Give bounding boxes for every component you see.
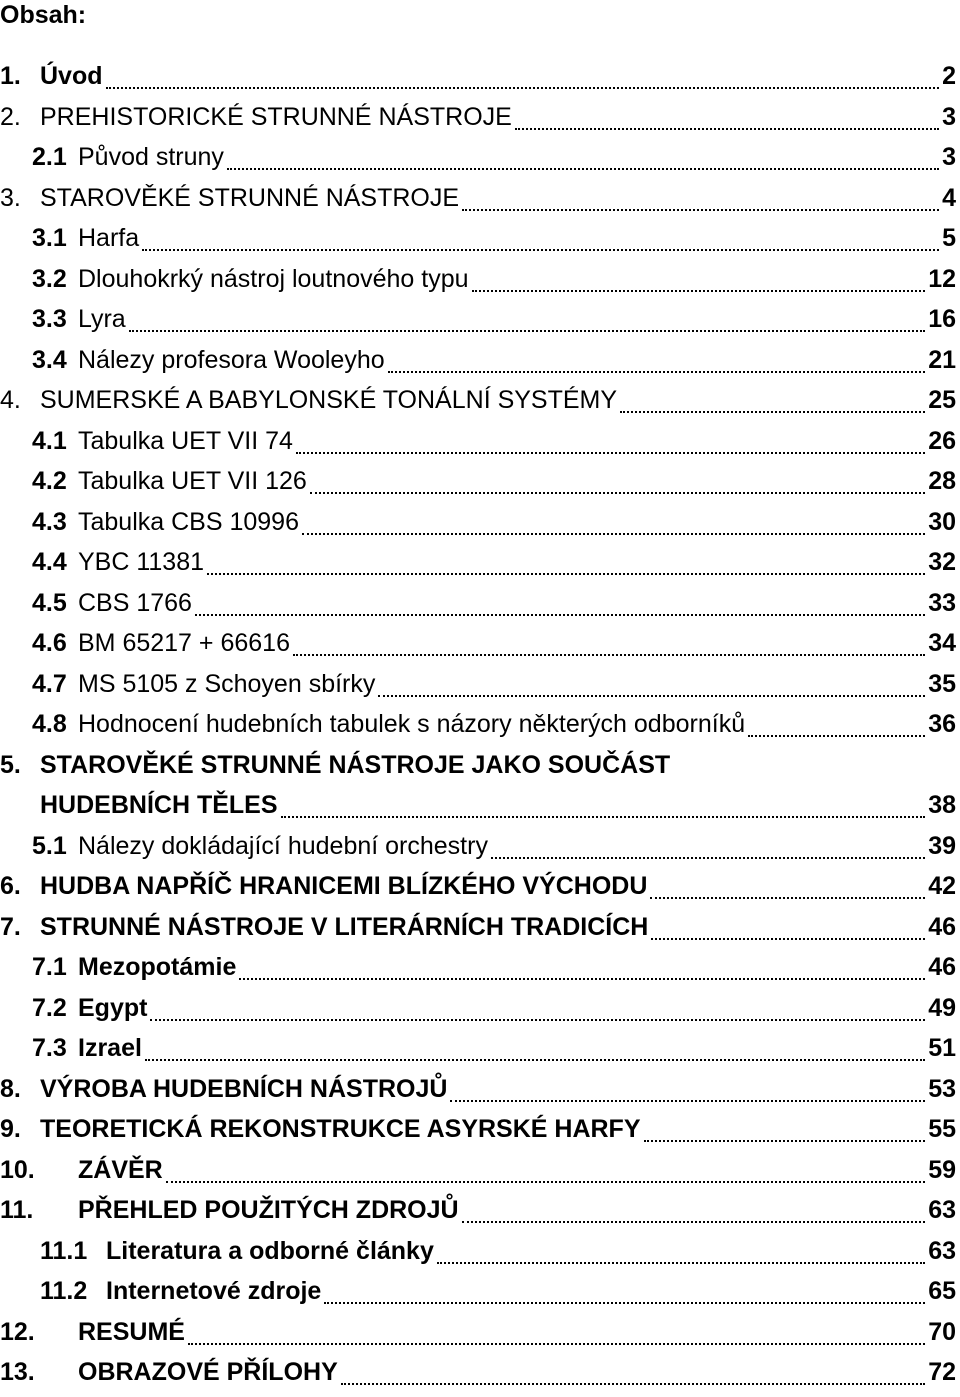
toc-entry-number: 13. <box>0 1358 35 1386</box>
dot-leader <box>145 1059 925 1061</box>
toc-entry[interactable] <box>0 911 956 952</box>
toc-entry-page: 30 <box>928 507 956 536</box>
dot-leader <box>644 1140 926 1142</box>
page-title: Obsah: <box>0 1 87 29</box>
toc-entry[interactable] <box>0 1113 956 1154</box>
toc-entry-title: HUDBA NAPŘÍČ HRANICEMI BLÍZKÉHO VÝCHODU <box>40 872 648 900</box>
toc-entry-page: 28 <box>928 467 956 495</box>
toc-entry-number: 11.1 <box>40 1236 88 1265</box>
toc-entry[interactable] <box>0 506 956 547</box>
toc-entry-page: 53 <box>928 1074 956 1103</box>
toc-entry-number: 4.1 <box>32 426 67 455</box>
dot-leader <box>462 1221 926 1223</box>
toc-entry-number: 4.3 <box>32 507 67 536</box>
toc-entry-title: Nálezy dokládající hudební orchestry <box>78 831 488 860</box>
toc-entry[interactable] <box>0 1073 956 1114</box>
toc-entry[interactable] <box>0 749 956 790</box>
toc-entry-title: Původ struny <box>78 143 224 171</box>
dot-leader <box>450 1100 925 1102</box>
toc-entry-continuation[interactable] <box>0 789 956 830</box>
toc-entry-number: 3.3 <box>32 305 67 333</box>
dot-leader <box>378 695 925 697</box>
toc-entry-page: 63 <box>928 1236 956 1265</box>
toc-entry-page: 42 <box>928 872 956 900</box>
toc-entry-page: 46 <box>928 912 956 941</box>
toc-entry-page: 39 <box>928 831 956 860</box>
toc-entry-title: PŘEHLED POUŽITÝCH ZDROJŮ <box>78 1196 459 1224</box>
toc-entry-page: 5 <box>942 224 956 252</box>
toc-entry-page: 4 <box>942 183 956 212</box>
toc-entry[interactable] <box>0 951 956 992</box>
toc-entry-title: Mezopotámie <box>78 953 237 981</box>
dot-leader <box>324 1302 925 1304</box>
dot-leader <box>166 1181 925 1183</box>
toc-entry[interactable] <box>0 1235 956 1276</box>
toc-entry-page: 63 <box>928 1196 956 1224</box>
dot-leader <box>129 330 925 332</box>
dot-leader <box>281 816 926 818</box>
dot-leader <box>207 573 925 575</box>
toc-entry-page: 59 <box>928 1155 956 1184</box>
toc-entry-title: Lyra <box>78 305 126 333</box>
toc-entry[interactable] <box>0 708 956 749</box>
toc-entry-title: PREHISTORICKÉ STRUNNÉ NÁSTROJE <box>40 102 512 131</box>
dot-leader <box>293 654 925 656</box>
toc-entry[interactable] <box>0 425 956 466</box>
dot-leader <box>302 533 925 535</box>
dot-leader <box>296 452 925 454</box>
toc-entry[interactable] <box>0 1275 956 1316</box>
toc-entry-page: 34 <box>928 629 956 657</box>
toc-entry-page: 3 <box>942 102 956 131</box>
toc-entry-number: 2. <box>0 102 21 131</box>
toc-entry[interactable] <box>0 182 956 223</box>
toc-entry[interactable] <box>0 1356 956 1397</box>
toc-entry-number: 5. <box>0 750 21 779</box>
toc-entry-page: 55 <box>928 1115 956 1143</box>
toc-entry[interactable] <box>0 1194 956 1235</box>
toc-entry-page: 72 <box>928 1358 956 1386</box>
toc-entry[interactable] <box>0 384 956 425</box>
toc-entry-page: 25 <box>928 386 956 414</box>
toc-entry[interactable] <box>0 344 956 385</box>
toc-entry-page: 33 <box>928 588 956 617</box>
dot-leader <box>195 614 925 616</box>
toc-entry-title: ZÁVĚR <box>78 1155 163 1184</box>
dot-leader <box>188 1343 925 1345</box>
toc-entry-title: RESUMÉ <box>78 1317 185 1346</box>
toc-entry-number: 5.1 <box>32 831 67 860</box>
toc-entry-page: 49 <box>928 993 956 1022</box>
toc-entry-title: OBRAZOVÉ PŘÍLOHY <box>78 1358 338 1386</box>
toc-entry-number: 11.2 <box>40 1277 88 1305</box>
toc-entry-page: 46 <box>928 953 956 981</box>
toc-entry[interactable] <box>0 60 956 101</box>
toc-entry-page: 16 <box>928 305 956 333</box>
dot-leader <box>227 168 939 170</box>
toc-entry[interactable] <box>0 303 956 344</box>
toc-entry-number: 1. <box>0 62 21 90</box>
dot-leader <box>650 897 925 899</box>
toc-entry[interactable] <box>0 141 956 182</box>
toc-entry-number: 7.2 <box>32 993 67 1022</box>
toc-entry-number: 4.6 <box>32 629 67 657</box>
toc-entry-title: Tabulka UET VII 126 <box>78 467 307 495</box>
toc-entry-number: 3.1 <box>32 224 67 252</box>
dot-leader <box>462 209 939 211</box>
toc-entry-title: Nálezy profesora Wooleyho <box>78 345 385 374</box>
toc-entry-number: 4.4 <box>32 548 67 576</box>
toc-entry-title: BM 65217 + 66616 <box>78 629 290 657</box>
toc-entry[interactable] <box>0 587 956 628</box>
toc-entry[interactable] <box>0 263 956 304</box>
toc-entry-number: 4.7 <box>32 669 67 698</box>
toc-entry-page: 12 <box>928 264 956 293</box>
toc-entry[interactable] <box>0 1154 956 1195</box>
toc-entry-number: 4.8 <box>32 710 67 738</box>
toc-entry-page: 65 <box>928 1277 956 1305</box>
toc-entry-number: 7.1 <box>32 953 67 981</box>
toc-entry-title: CBS 1766 <box>78 588 192 617</box>
dot-leader <box>142 249 939 251</box>
toc-entry-number: 10. <box>0 1155 35 1184</box>
toc-entry-number: 4.2 <box>32 467 67 495</box>
toc-entry-page: 51 <box>928 1034 956 1062</box>
toc-entry[interactable] <box>0 1316 956 1357</box>
toc-entry-number: 3. <box>0 183 21 212</box>
toc-entry-page: 2 <box>942 62 956 90</box>
toc-entry-title: Tabulka UET VII 74 <box>78 426 293 455</box>
dot-leader <box>472 290 926 292</box>
toc-entry[interactable] <box>0 830 956 871</box>
toc-entry[interactable] <box>0 992 956 1033</box>
toc-entry-title: Egypt <box>78 993 148 1022</box>
toc-entry-title-continued: HUDEBNÍCH TĚLES <box>40 791 278 819</box>
toc-entry-title: MS 5105 z Schoyen sbírky <box>78 669 376 698</box>
toc-entry-title: VÝROBA HUDEBNÍCH NÁSTROJŮ <box>40 1074 448 1103</box>
toc-entry-number: 4. <box>0 386 21 414</box>
toc-entry-title: Izrael <box>78 1034 142 1062</box>
table-of-contents <box>0 60 956 1397</box>
toc-entry[interactable] <box>0 668 956 709</box>
toc-entry-title: Internetové zdroje <box>106 1277 322 1305</box>
dot-leader <box>388 371 926 373</box>
toc-entry-number: 11. <box>0 1196 34 1224</box>
toc-entry-title: Tabulka CBS 10996 <box>78 507 299 536</box>
toc-entry-number: 7. <box>0 912 21 941</box>
toc-entry-number: 12. <box>0 1317 35 1346</box>
toc-entry-title: SUMERSKÉ A BABYLONSKÉ TONÁLNÍ SYSTÉMY <box>40 386 618 414</box>
toc-entry-title: TEORETICKÁ REKONSTRUKCE ASYRSKÉ HARFY <box>40 1115 641 1143</box>
toc-entry[interactable] <box>0 1032 956 1073</box>
dot-leader <box>651 938 925 940</box>
dot-leader <box>620 411 925 413</box>
toc-entry-page: 35 <box>928 669 956 698</box>
toc-entry-title: STAROVĚKÉ STRUNNÉ NÁSTROJE <box>40 183 460 212</box>
toc-entry-number: 8. <box>0 1074 21 1103</box>
toc-entry-title: STRUNNÉ NÁSTROJE V LITERÁRNÍCH TRADICÍCH <box>40 912 649 941</box>
dot-leader <box>491 857 925 859</box>
toc-entry-number: 9. <box>0 1115 21 1143</box>
toc-entry-page: 36 <box>928 710 956 738</box>
toc-entry[interactable] <box>0 222 956 263</box>
toc-entry[interactable] <box>0 101 956 142</box>
toc-entry-number: 3.4 <box>32 345 67 374</box>
toc-entry-page: 3 <box>942 143 956 171</box>
toc-entry-number: 3.2 <box>32 264 67 293</box>
toc-entry-number: 4.5 <box>32 588 67 617</box>
toc-entry[interactable] <box>0 546 956 587</box>
toc-entry-number: 6. <box>0 872 21 900</box>
toc-entry[interactable] <box>0 627 956 668</box>
dot-leader <box>106 87 940 89</box>
toc-entry-title: Harfa <box>78 224 140 252</box>
toc-entry-number: 7.3 <box>32 1034 67 1062</box>
toc-entry-title: Dlouhokrký nástroj loutnového typu <box>78 264 469 293</box>
dot-leader <box>515 128 939 130</box>
toc-entry-title: Hodnocení hudebních tabulek s názory některých odborníků <box>78 710 746 738</box>
toc-entry[interactable] <box>0 870 956 911</box>
toc-entry-title: YBC 11381 <box>78 548 205 576</box>
toc-entry-page: 32 <box>928 548 956 576</box>
toc-entry-page: 38 <box>928 791 956 819</box>
toc-entry-number: 2.1 <box>32 143 67 171</box>
toc-entry-page: 70 <box>928 1317 956 1346</box>
dot-leader <box>239 978 925 980</box>
dot-leader <box>341 1383 925 1385</box>
toc-entry[interactable] <box>0 465 956 506</box>
dot-leader <box>748 735 925 737</box>
toc-entry-title: Literatura a odborné články <box>106 1236 434 1265</box>
toc-entry-title: Úvod <box>40 62 103 90</box>
toc-entry-title: STAROVĚKÉ STRUNNÉ NÁSTROJE JAKO SOUČÁST <box>40 750 671 779</box>
toc-entry-page: 26 <box>928 426 956 455</box>
dot-leader <box>310 492 925 494</box>
dot-leader <box>437 1262 925 1264</box>
dot-leader <box>150 1019 925 1021</box>
toc-entry-page: 21 <box>928 345 956 374</box>
